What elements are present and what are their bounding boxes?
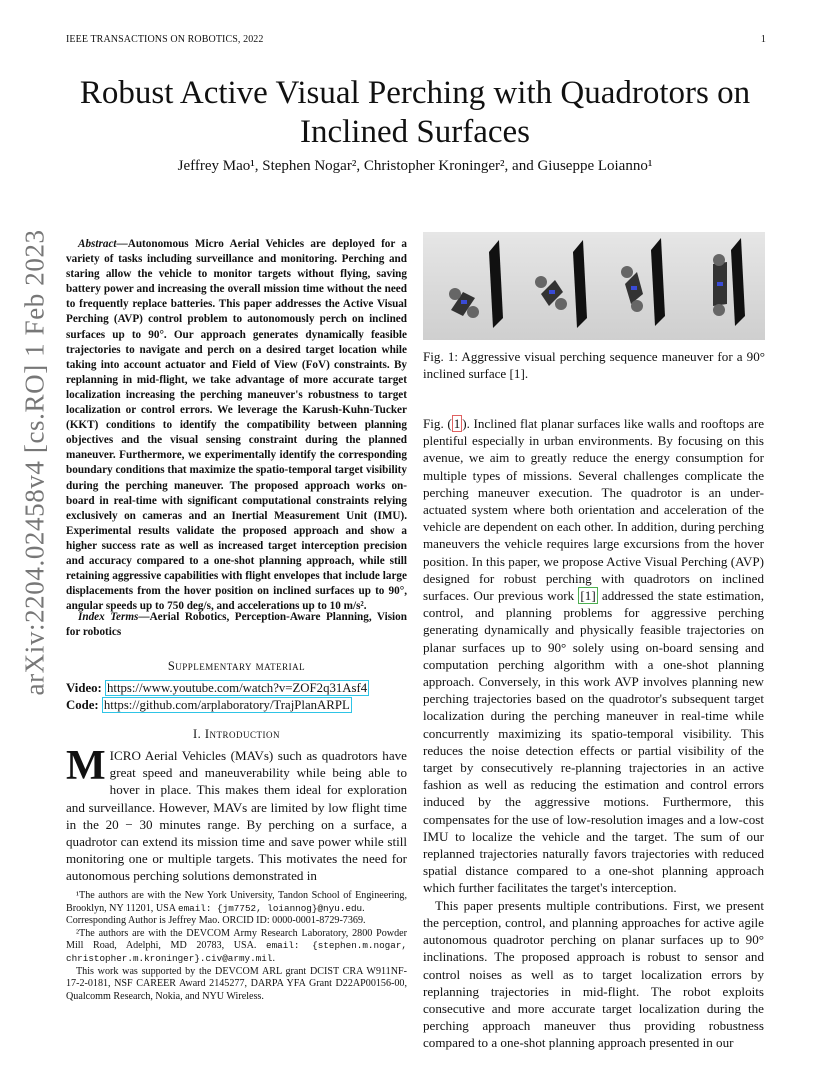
running-header bbox=[66, 34, 766, 45]
code-label: Code: bbox=[66, 698, 99, 712]
figure-caption: Fig. 1: Aggressive visual perching sequence maneuver for a 90° inclined surface [1]. bbox=[423, 349, 765, 382]
supplementary-heading: Supplementary material bbox=[167, 659, 306, 673]
drop-cap: M bbox=[66, 743, 106, 789]
index-terms-text: —Aerial Robotics, Perception-Aware Planning, Vision for robotics bbox=[66, 611, 407, 639]
index-terms-label: Index Terms bbox=[78, 611, 139, 623]
intro-text: ICRO Aerial Vehicles (MAVs) such as quadrotors have great speed and maneuverability while being able to hover in place. This makes them ideal for exploration and surveillance. However, MAVs are limited by low flight time in the 20 − 30 minutes range. By perching on a surface, a quadrotor can extend its mission time and save power while still monitoring one or multiple targets. This motivates the need for autonomous perching solutions demonstrated in bbox=[66, 748, 407, 884]
footnote-2: ²The authors are with the DEVCOM Army Research Laboratory, 2800 Powder Mill Road, Adelphi, MD 20783, USA. email: {stephen.m.nogar, christopher.m.kroninger}.civ@army.mil. bbox=[66, 927, 407, 964]
email-army: {stephen.m.nogar, christopher.m.kroninger}.civ@army.mil bbox=[66, 940, 407, 964]
footnotes bbox=[66, 890, 407, 1003]
arxiv-stamp: arXiv:2204.02458v4 [cs.RO] 1 Feb 2023 bbox=[19, 229, 50, 696]
right-column-text bbox=[423, 415, 764, 1052]
figure-perching-sequence bbox=[423, 232, 765, 340]
abstract bbox=[66, 237, 407, 614]
email-nyu: {jm7752, loiannog}@nyu.edu bbox=[217, 902, 363, 914]
paragraph-1: Fig. ( 1 ). Inclined flat planar surfaces like walls and rooftops are plentiful especially in urban environments. By focusing on this avenue, we aim to greatly reduce the energy consumption for multiple types of missions. Several challenges complicate the perching maneuver execution. The quadrotor is an under-actuated system where both orientation and acceleration of the vehicle are dependent on each other. In addition, during perching maneuvers the vehicle requires large excursions from the hover position. In this paper, we propose Active Visual Perching (AVP) designed for robust perching with quadrotors on inclined surfaces. Our previous work [1] addressed the state estimation, control, and planning problems for aggressive perching generating dynamically and physically feasible trajectories on planar surfaces up to 90° solely using on-board sensing and computation perching algorithm with a one-shot planning approach. Conversely, in this work AVP involves planning new perching trajectories based on the quadrotor's subsequent target localization during the perching maneuver in real-time while concurrently maximizing its spatio-temporal visibility. This reduces the noise detection effects or partial visibility of the target by consecutively re-planning trajectories in an active fashion as well as reducing the estimation and control errors induced by the aggressive motions. Furthermore, this compensates for the use of low-resolution images and a low-cost IMU to localize the vehicle and the target. The sum of our replanned trajectories naturally favors trajectories with reduced spatial distance compared to a one-shot planning approach which further facilitates the target's interception. bbox=[423, 416, 765, 896]
footnote-corresponding: Corresponding Author is Jeffrey Mao. ORCID ID: 0000-0001-8729-7369. bbox=[66, 915, 366, 927]
figure-ref-link[interactable]: 1 bbox=[453, 416, 461, 431]
citation-link[interactable]: [1] bbox=[580, 588, 596, 604]
paper-title: Robust Active Visual Perching with Quadrotors on Inclined Surfaces bbox=[79, 75, 751, 150]
paragraph-2: This paper presents multiple contributions. First, we present the perception, control, and planning approaches for active agile autonomous quadrotor perching on planar surfaces up to 90° inclinations. The proposed approach is robust to sensor and control noises as well as to target localization errors by replanning trajectories in mid-flight. The robot exploits consecutive and more accurate target localization during the perching approach maneuver thus providing robustness compared to a one-shot planning approach presented in our bbox=[423, 897, 764, 1051]
abstract-text: —Autonomous Micro Aerial Vehicles are deployed for a variety of tasks including surveillance and monitoring. Perching and staring allow the vehicle to monitor targets without flying, saving battery power and increasing the overall mission time without the need to frequently replace batteries. This paper addresses the Active Visual Perching (AVP) control problem to autonomously perch on inclined surfaces up to 90°. Our approach generates dynamically feasible trajectories to navigate and perch on a desired target location while taking into account actuator and Field of View (FoV) constraints. By replanning in mid-flight, we take advantage of more accurate target localization increasing the perching maneuver's robustness to target localization or control errors. We leverage the Karush-Kuhn-Tucker (KKT) conditions to identify the compatibility between planning objectives and the visual sensing constraint during the planned maneuver. Furthermore, we experimentally identify the corresponding boundary conditions that maximize the spatio-temporal target visibility during the perching maneuver. The proposed approach works on-board in real-time with significant computational constraints relying exclusively on cameras and an Inertial Measurement Unit (IMU). Experimental results validate the proposed approach and show a higher success rate as well as increased target interception precision and accuracy compared to a one-shot planning approach, while still retaining aggressive capabilities with flight envelopes that include large displacements from the hover position on inclined surfaces up to 90°, angular speeds up to 750 deg/s, and accelerations up to 10 m/s². bbox=[66, 238, 407, 613]
page-number: 1 bbox=[760, 34, 766, 45]
code-link[interactable]: https://github.com/arplaboratory/TrajPlanARPL bbox=[103, 698, 350, 712]
abstract-label: Abstract bbox=[78, 238, 117, 250]
video-label: Video: bbox=[66, 681, 102, 695]
intro-paragraph bbox=[66, 743, 407, 885]
journal-name: IEEE TRANSACTIONS ON ROBOTICS, 2022 bbox=[66, 34, 264, 45]
supplementary-links bbox=[66, 680, 411, 714]
video-link[interactable]: https://www.youtube.com/watch?v=ZOF2q31Asf4 bbox=[106, 681, 368, 695]
footnote-1: ¹The authors are with the New York University, Tandon School of Engineering, Brooklyn, NY 11201, USA email: {jm7752, loiannog}@nyu.edu. bbox=[66, 890, 407, 914]
citation-link[interactable]: [1] bbox=[509, 366, 525, 382]
intro-heading: I. Introduction bbox=[192, 727, 281, 741]
perching-sequence-image bbox=[423, 232, 765, 340]
index-terms bbox=[66, 610, 407, 640]
author-list: Jeffrey Mao¹, Stephen Nogar², Christopher Kroninger², and Giuseppe Loianno¹ bbox=[177, 158, 653, 174]
footnote-funding: This work was supported by the DEVCOM ARL grant DCIST CRA W911NF-17-2-0181, NSF CAREER Award 2145277, DARPA YFA Grant D22AP00156-00, Qualcomm Research, Nokia, and NYU Wireless. bbox=[66, 965, 407, 1002]
